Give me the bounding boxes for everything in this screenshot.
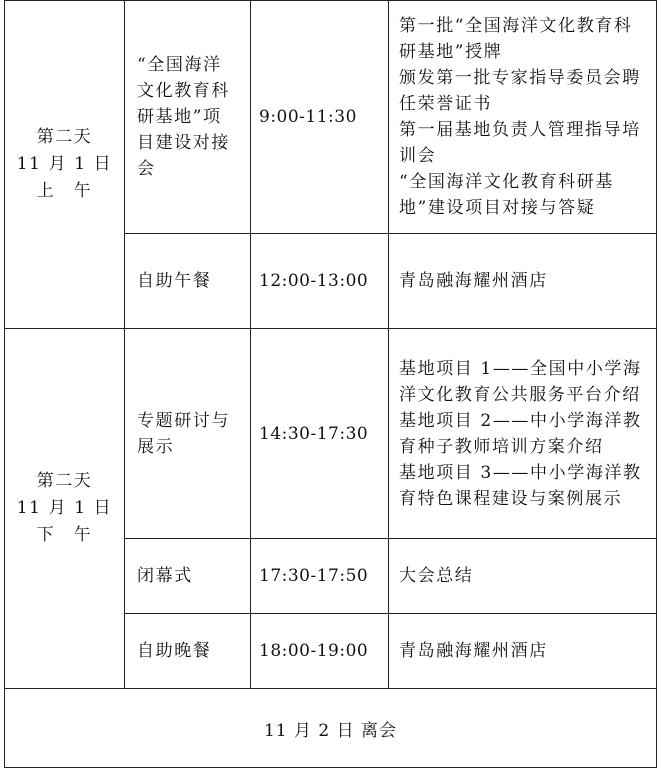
detail-cell [389,1,657,234]
detail-item: 第一批“全国海洋文化教育科研基地”授牌 [399,16,633,62]
event-cell: “全国海洋文化教育科研基地”项目建设对接会 [125,1,251,234]
date-label: 11 月 1 日 [16,154,113,174]
day-cell [5,1,125,329]
detail-item: 基地项目 3——中小学海洋教育特色课程建设与案例展示 [399,462,642,509]
event-cell: 专题研讨与展示 [125,329,251,539]
detail-item: “全国海洋文化教育科研基地”建设项目对接与答疑 [399,172,614,218]
time-cell: 17:30-17:50 [251,539,389,614]
detail-cell: 青岛融海耀州酒店 [389,614,657,689]
time-cell: 18:00-19:00 [251,614,389,689]
time-cell: 12:00-13:00 [251,234,389,329]
detail-item: 基地项目 1——全国中小学海洋文化教育公共服务平台介绍 [399,358,642,405]
table-row [5,689,657,768]
detail-cell: 大会总结 [389,539,657,614]
detail-item: 基地项目 2——中小学海洋教育种子教师培训方案介绍 [399,410,642,457]
day-label: 第二天 [36,127,93,147]
detail-item: 第一届基地负责人管理指导培训会 [399,120,641,166]
departure-note: 11 月 2 日 离会 [5,689,657,768]
detail-cell: 青岛融海耀州酒店 [389,234,657,329]
period-label: 上 午 [36,181,93,201]
detail-item: 颁发第一批专家指导委员会聘任荣誉证书 [399,68,641,114]
time-cell: 14:30-17:30 [251,329,389,539]
event-cell: 闭幕式 [125,539,251,614]
day-cell [5,329,125,689]
time-cell: 9:00-11:30 [251,1,389,234]
detail-cell [389,329,657,539]
schedule-table [4,0,657,768]
period-label: 下 午 [36,525,93,545]
date-label: 11 月 1 日 [16,498,113,518]
table-row [5,329,657,539]
event-cell: 自助午餐 [125,234,251,329]
day-label: 第二天 [36,471,93,491]
event-cell: 自助晚餐 [125,614,251,689]
table-row [5,1,657,234]
